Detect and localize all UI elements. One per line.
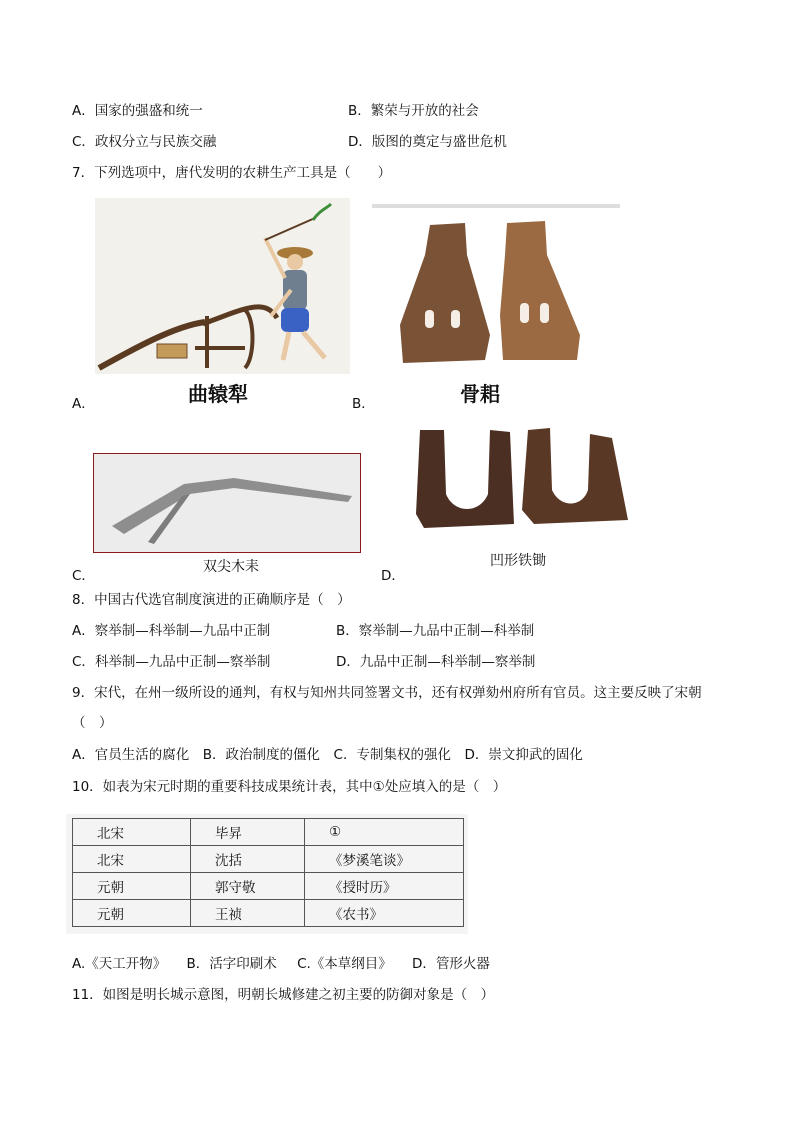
q10-science-table bbox=[72, 818, 464, 927]
table-row: 元朝 郭守敬 《授时历》 bbox=[73, 873, 464, 900]
q9-option-b: B．政治制度的僵化 bbox=[202, 747, 321, 763]
q7-label-d: D． bbox=[381, 568, 405, 584]
figure-bone-spade bbox=[395, 215, 585, 365]
table-row: 北宋 沈括 《梦溪笔谈》 bbox=[73, 846, 464, 873]
q9-stem-bracket: （ ） bbox=[72, 715, 113, 731]
bone-spade-photo bbox=[395, 215, 585, 365]
q6-option-b: B．繁荣与开放的社会 bbox=[348, 103, 479, 119]
q10-option-c: C.《本草纲目》 bbox=[297, 956, 392, 972]
caption-d: 凹形铁锄 bbox=[490, 553, 546, 569]
q8-option-d: D．九品中正制—科举制—察举制 bbox=[336, 654, 536, 670]
q6-option-d: D．版图的奠定与盛世危机 bbox=[348, 134, 507, 150]
q10-option-b: B．活字印刷术 bbox=[186, 956, 277, 972]
q10-options bbox=[72, 955, 490, 973]
q10-stem: 10．如表为宋元时期的重要科技成果统计表，其中①处应填入的是（ ） bbox=[72, 779, 507, 795]
wooden-lei-photo bbox=[94, 454, 360, 552]
q7-label-b: B． bbox=[352, 396, 375, 412]
plow-farmer-illustration bbox=[95, 198, 350, 374]
q9-options bbox=[72, 746, 583, 764]
q11-stem: 11．如图是明长城示意图，明朝长城修建之初主要的防御对象是（ ） bbox=[72, 987, 495, 1003]
q8-stem: 8．中国古代选官制度演进的正确顺序是（ ） bbox=[72, 592, 351, 608]
figure-top-rule bbox=[372, 204, 620, 208]
q6-option-c: C．政权分立与民族交融 bbox=[72, 134, 217, 150]
q9-stem: 9．宋代，在州一级所设的通判，有权与知州共同签署文书，还有权弹劾州府所有官员。这主要反映了宋朝 bbox=[72, 685, 702, 701]
q7-label-c: C． bbox=[72, 568, 95, 584]
figure-curved-shaft-plow bbox=[95, 198, 350, 374]
q9-option-a: A．官员生活的腐化 bbox=[72, 747, 190, 763]
figure-concave-iron-hoe bbox=[410, 424, 640, 544]
q8-option-a: A．察举制—科举制—九品中正制 bbox=[72, 623, 271, 639]
q10-option-d: D．管形火器 bbox=[412, 956, 490, 972]
q8-option-b: B．察举制—九品中正制—科举制 bbox=[336, 623, 535, 639]
iron-hoe-photo bbox=[410, 424, 640, 544]
q7-stem: 7．下列选项中，唐代发明的农耕生产工具是（ ） bbox=[72, 165, 392, 181]
table-row: 元朝 王祯 《农书》 bbox=[73, 900, 464, 927]
q7-label-a: A． bbox=[72, 396, 95, 412]
q9-option-c: C．专制集权的强化 bbox=[333, 747, 451, 763]
caption-a: 曲辕犁 bbox=[188, 382, 248, 406]
figure-double-pointed-wooden-lei bbox=[93, 453, 361, 553]
q8-option-c: C．科举制—九品中正制—察举制 bbox=[72, 654, 271, 670]
caption-c: 双尖木耒 bbox=[203, 559, 259, 575]
q10-option-a: A.《天工开物》 bbox=[72, 956, 167, 972]
q9-option-d: D．崇文抑武的固化 bbox=[464, 747, 583, 763]
table-row: 北宋 毕昇 ① bbox=[73, 819, 464, 846]
caption-b: 骨耜 bbox=[460, 382, 500, 406]
q6-option-a: A．国家的强盛和统一 bbox=[72, 103, 203, 119]
